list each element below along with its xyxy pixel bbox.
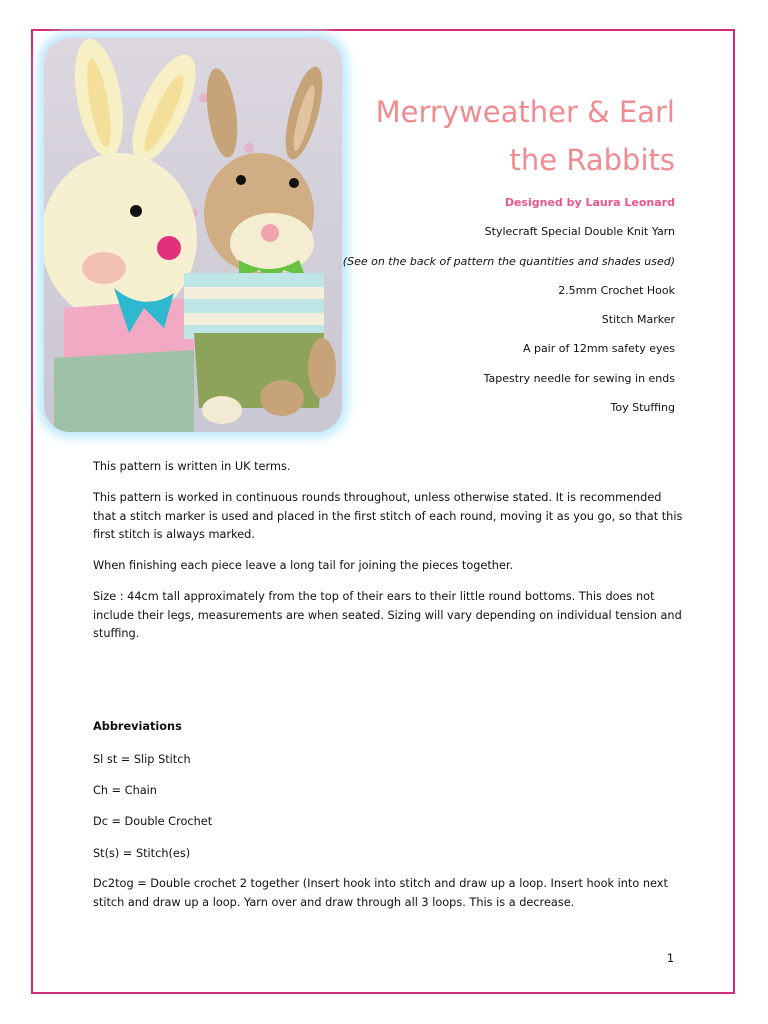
title-line-1: Merryweather & Earl	[375, 95, 675, 129]
title-line-2: the Rabbits	[509, 143, 675, 177]
material-needle: Tapestry needle for sewing in ends	[483, 371, 675, 385]
pattern-title	[335, 88, 675, 184]
abbreviation-ch: Ch = Chain	[93, 784, 157, 797]
material-marker: Stitch Marker	[601, 313, 675, 327]
paragraph-size: Size : 44cm tall approximately from the top of their ears to their little round bottoms. This does not include their legs, measurements are when seated. Sizing will vary depending on individual tension and stuffing.	[93, 590, 682, 640]
paragraph-uk-terms: This pattern is written in UK terms.	[93, 460, 291, 473]
paragraph-finishing: When finishing each piece leave a long tail for joining the pieces together.	[93, 559, 514, 572]
material-yarn: Stylecraft Special Double Knit Yarn	[484, 225, 675, 239]
abbreviation-sts: St(s) = Stitch(es)	[93, 847, 191, 860]
material-eyes: A pair of 12mm safety eyes	[522, 342, 675, 356]
material-note: (See on the back of pattern the quantities and shades used)	[342, 254, 675, 268]
abbreviation-dc2tog: Dc2tog = Double crochet 2 together (Insert hook into stitch and draw up a loop. Insert hook into next stitch and draw up a loop. Yarn over and draw through all 3 loops. This is a decrease.	[93, 877, 668, 909]
page-number: 1	[666, 952, 674, 965]
intro-text	[93, 458, 683, 656]
material-hook: 2.5mm Crochet Hook	[558, 283, 675, 297]
material-stuffing: Toy Stuffing	[610, 401, 675, 415]
paragraph-rounds: This pattern is worked in continuous rounds throughout, unless otherwise stated. It is recommended that a stitch marker is used and placed in the first stitch of each round, moving it as you go, so that this first stitch is always marked.	[93, 491, 683, 541]
abbreviation-dc: Dc = Double Crochet	[93, 815, 213, 828]
abbreviations-heading: Abbreviations	[93, 720, 182, 733]
designer-credit: Designed by Laura Leonard	[504, 196, 675, 209]
materials-list	[295, 196, 675, 430]
abbreviation-sl-st: Sl st = Slip Stitch	[93, 753, 191, 766]
